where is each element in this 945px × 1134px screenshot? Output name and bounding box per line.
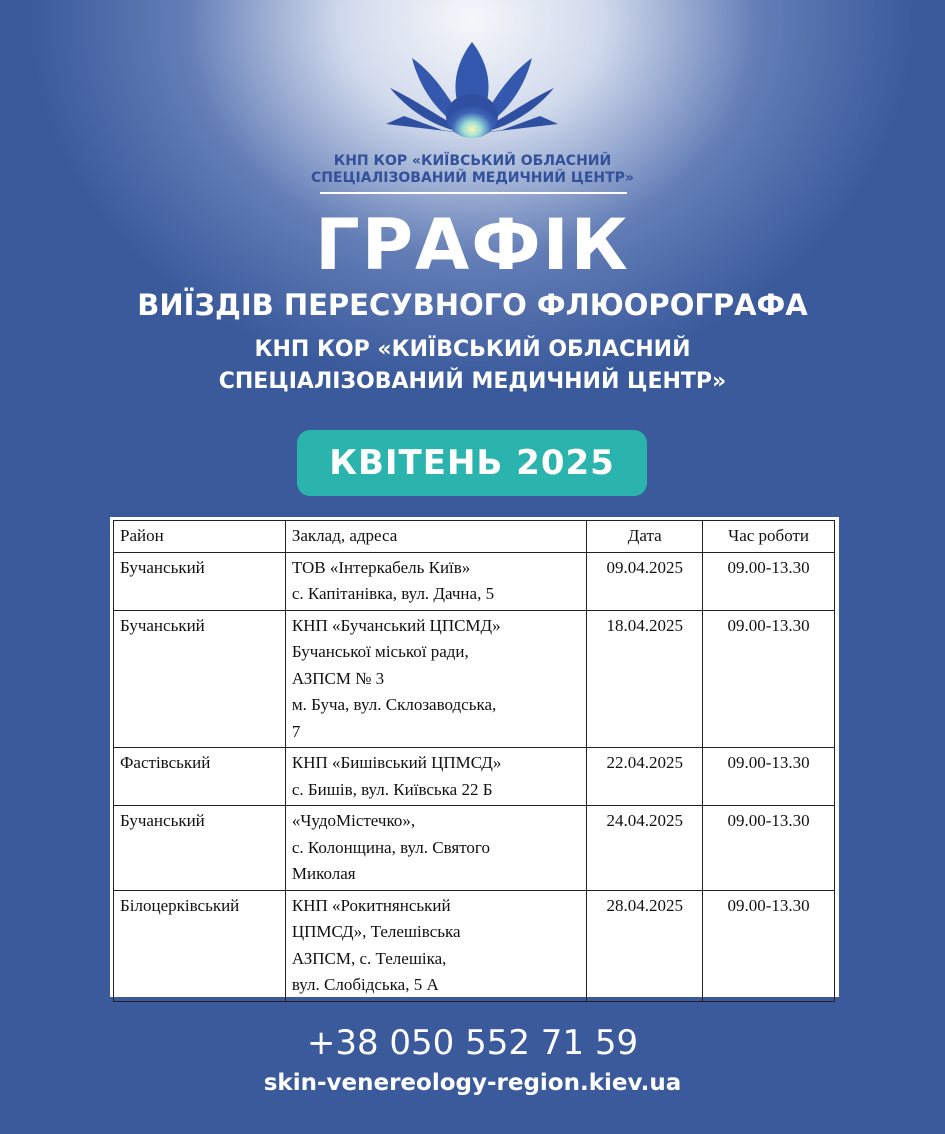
- address-line: с. Бишів, вул. Київська 22 Б: [291, 779, 493, 799]
- cell-address: [285, 610, 586, 748]
- lotus-logo-icon: [382, 38, 562, 140]
- cell-date: 18.04.2025: [587, 610, 703, 748]
- table-row: [114, 748, 835, 806]
- cell-date: 28.04.2025: [587, 890, 703, 1001]
- address-line: с. Колонщина, вул. Святого: [291, 837, 490, 857]
- cell-address: [285, 806, 586, 891]
- address-line: ТОВ «Інтеркабель Київ»: [291, 557, 471, 577]
- table-row: [114, 552, 835, 610]
- column-header-district: Район: [114, 521, 286, 553]
- cell-time: 09.00-13.30: [703, 890, 835, 1001]
- page-title: ГРАФІК: [315, 204, 630, 286]
- cell-district: Білоцерківський: [114, 890, 286, 1001]
- cell-date: 22.04.2025: [587, 748, 703, 806]
- address-line: «ЧудоМістечко»,: [291, 811, 416, 830]
- cell-time: 09.00-13.30: [703, 748, 835, 806]
- cell-date: 09.04.2025: [587, 552, 703, 610]
- address-line: КНП «Бучанський ЦПСМД»: [291, 615, 501, 635]
- website-link[interactable]: skin-venereology-region.kiev.ua: [263, 1070, 682, 1096]
- cell-time: 09.00-13.30: [703, 552, 835, 610]
- cell-district: Фастівський: [114, 748, 286, 806]
- cell-district: Бучанський: [114, 552, 286, 610]
- address-line: КНП «Бишівський ЦПМСД»: [291, 753, 502, 772]
- cell-district: Бучанський: [114, 610, 286, 748]
- contact-phone: +38 050 552 71 59: [306, 1023, 639, 1063]
- column-header-address: Заклад, адреса: [285, 521, 586, 553]
- address-line: АЗПСМ, с. Телешіка,: [291, 948, 447, 968]
- column-header-date: Дата: [587, 521, 703, 553]
- cell-time: 09.00-13.30: [703, 806, 835, 891]
- schedule-table: [113, 520, 835, 1002]
- address-line: Миколая: [291, 864, 356, 883]
- cell-address: [285, 890, 586, 1001]
- cell-date: 24.04.2025: [587, 806, 703, 891]
- org-big-line2: СПЕЦІАЛІЗОВАНИЙ МЕДИЧНИЙ ЦЕНТР»: [218, 369, 727, 394]
- cell-address: [285, 748, 586, 806]
- address-line: с. Капітанівка, вул. Дачна, 5: [291, 584, 495, 603]
- org-small-line1: КНП КОР «КИЇВСЬКИЙ ОБЛАСНИЙ: [333, 153, 612, 169]
- address-line: вул. Слобідська, 5 А: [291, 975, 439, 994]
- schedule-sheet: [110, 517, 839, 997]
- cell-district: Бучанський: [114, 806, 286, 891]
- table-row: [114, 806, 835, 891]
- page-subtitle: ВИЇЗДІВ ПЕРЕСУВНОГО ФЛЮОРОГРАФА: [137, 288, 808, 322]
- address-line: ЦПМСД», Телешівська: [291, 922, 461, 941]
- divider-line: [320, 192, 627, 194]
- cell-address: [285, 552, 586, 610]
- address-line: Бучанської міської ради,: [291, 642, 469, 661]
- table-row: [114, 610, 835, 748]
- address-line: 7: [291, 721, 301, 741]
- org-big-line1: КНП КОР «КИЇВСЬКИЙ ОБЛАСНИЙ: [254, 337, 691, 362]
- table-header-row: [114, 521, 835, 553]
- header-org-small: [0, 153, 945, 187]
- table-row: [114, 890, 835, 1001]
- address-line: КНП «Рокитнянський: [291, 895, 451, 915]
- address-line: м. Буча, вул. Склозаводська,: [291, 695, 497, 714]
- month-badge: КВІТЕНЬ 2025: [297, 430, 647, 496]
- org-small-line2: СПЕЦІАЛІЗОВАНИЙ МЕДИЧНИЙ ЦЕНТР»: [311, 170, 634, 186]
- cell-time: 09.00-13.30: [703, 610, 835, 748]
- column-header-time: Час роботи: [703, 521, 835, 553]
- organization-name: [0, 334, 945, 398]
- address-line: АЗПСМ № 3: [291, 668, 385, 688]
